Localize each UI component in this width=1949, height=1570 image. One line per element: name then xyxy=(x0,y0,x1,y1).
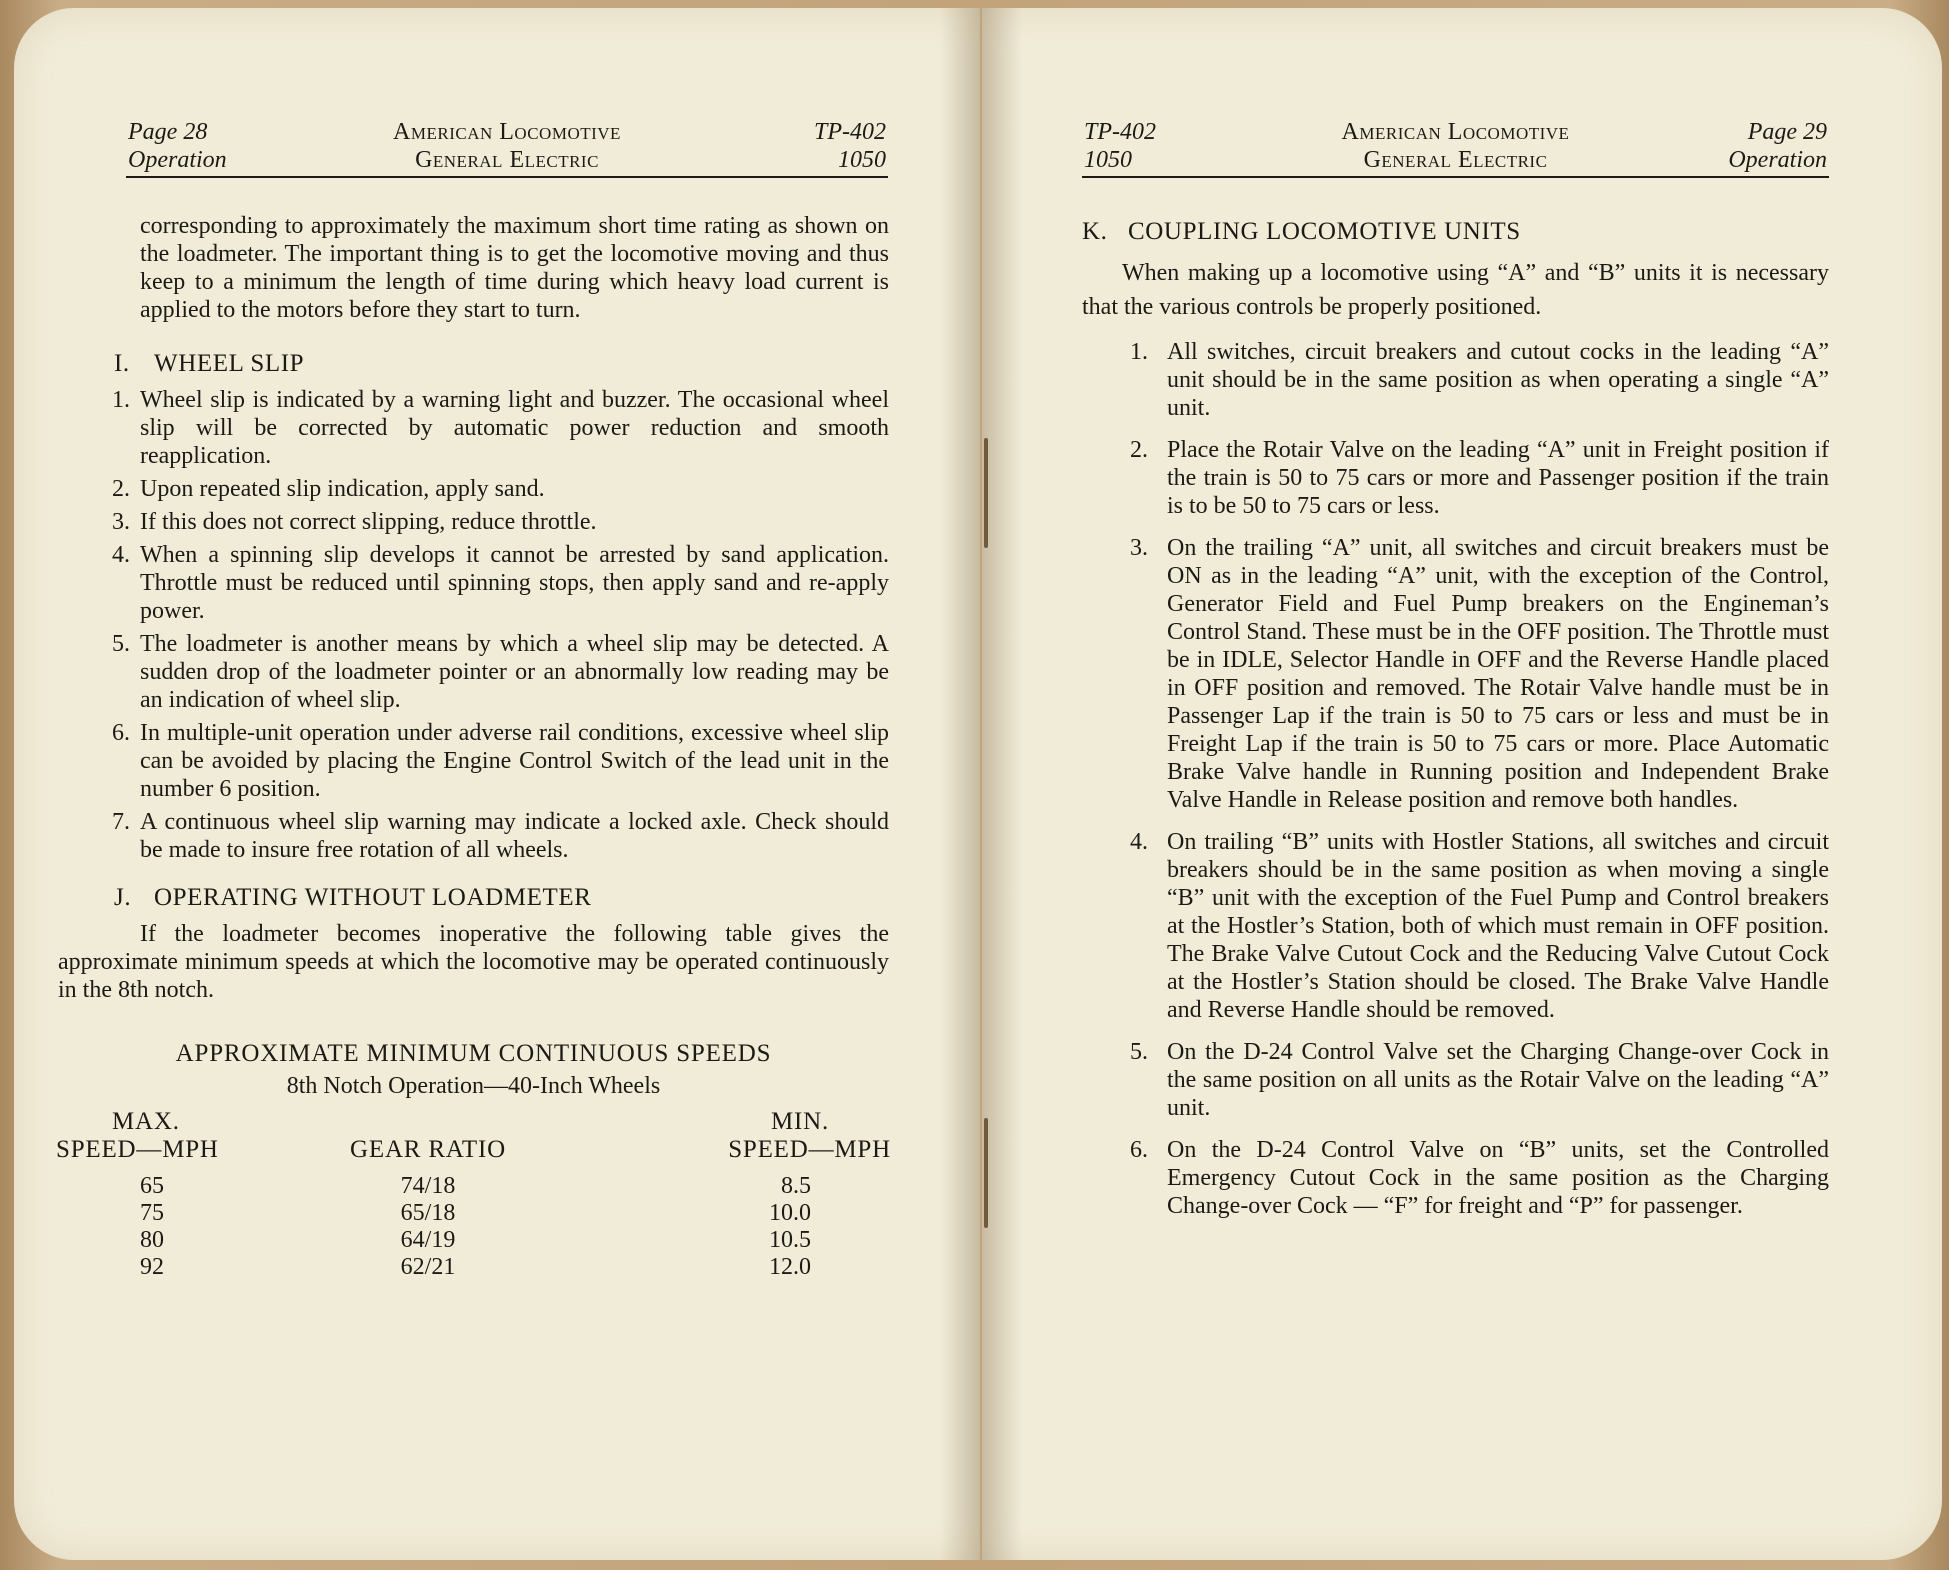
list-item: 5. On the D-24 Control Valve set the Charging Change-over Cock in the same position on all units as the Rotair Valve on the leading “A” unit. xyxy=(1130,1039,1829,1121)
section-k-heading xyxy=(1082,218,1829,246)
right-page-gutter-shadow xyxy=(982,8,1022,1560)
right-header-center xyxy=(1082,118,1829,174)
table-cell: 62/21 xyxy=(400,1254,456,1280)
right-doc-rev: 1050 xyxy=(1084,147,1132,173)
right-publisher-line2: General Electric xyxy=(1363,147,1548,173)
right-page-header xyxy=(1082,110,1829,178)
list-item: 4. On trailing “B” units with Hostler Stations, all switches and circuit breakers should be in the same position as when moving a single “B” unit with the exception of the Fuel Pump and Control breakers at the Hostler’s Station, both of which must remain in OFF position. The Brake Valve Cutout Cock and the Reducing Valve Cutout Cock at the Hostler’s Station should be closed. The Brake Valve Handle and Reverse Handle should be removed. xyxy=(1130,829,1829,1023)
list-item: 4. When a spinning slip develops it cannot be arrested by sand application. Throttle must be reduced until spinning stops, then apply sand and re-apply power. xyxy=(112,542,889,624)
table-cell: 80 xyxy=(140,1227,164,1253)
list-item: 7. A continuous wheel slip warning may indicate a locked axle. Check should be made to insure free rotation of all wheels. xyxy=(112,809,889,863)
left-page xyxy=(14,8,980,1560)
right-header-right xyxy=(1728,118,1827,174)
section-j-letter: J. xyxy=(114,884,132,911)
section-k-title: COUPLING LOCOMOTIVE UNITS xyxy=(1128,218,1521,245)
list-item: 6. On the D-24 Control Valve on “B” units, set the Controlled Emergency Cutout Cock in the same position as the Charging Change-over Cock — “F” for freight and “P” for passenger. xyxy=(1130,1137,1829,1219)
list-item: 5. The loadmeter is another means by which a wheel slip may be detected. A sudden drop of the loadmeter pointer or an abnormally low reading may be an indication of wheel slip. xyxy=(112,631,889,713)
table-cell: 75 xyxy=(140,1200,164,1226)
section-i-letter: I. xyxy=(114,350,130,377)
table-cell: 10.0 xyxy=(769,1200,811,1226)
speed-table xyxy=(58,1108,889,1286)
table-cell: 92 xyxy=(140,1254,164,1280)
section-i-heading xyxy=(114,350,889,378)
list-item: 3. On the trailing “A” unit, all switches and circuit breakers must be ON as in the leading “A” unit, with the exception of the Control, Generator Field and Fuel Pump breakers on the Engineman’s Control Stand. These must be in the OFF position. The Throttle must be in IDLE, Selector Handle in OFF and the Reverse Handle placed in OFF position and removed. The Rotair Valve handle must be in Passenger Lap if the train is 50 to 75 cars or less and must be in Freight Lap if the train is 50 to 75 cars or more. Place Automatic Brake Valve handle in Running position and Independent Brake Valve Handle in Release position and remove both handles. xyxy=(1130,535,1829,813)
speed-table-subtitle: 8th Notch Operation—40-Inch Wheels xyxy=(286,1073,661,1099)
table-cell: 10.5 xyxy=(769,1227,811,1253)
min-speed-cells xyxy=(681,1172,891,1280)
intro-paragraph: corresponding to approximately the maximum short time rating as shown on the loadmeter. The important thing is to get the locomotive moving and thus keep to a minimum the length of time during which heavy load current is applied to the motors before they start to turn. xyxy=(140,213,889,323)
left-publisher-line2: General Electric xyxy=(415,147,599,173)
left-page-number: Page 28 xyxy=(128,119,208,145)
wheel-slip-list xyxy=(58,386,889,864)
list-item: 1. Wheel slip is indicated by a warning light and buzzer. The occasional wheel slip will be corrected by automatic power reduction and smooth reapplication. xyxy=(112,387,889,469)
list-item: 3. If this does not correct slipping, reduce throttle. xyxy=(112,509,597,535)
left-page-header xyxy=(126,110,888,178)
left-doc-rev: 1050 xyxy=(838,147,886,173)
table-cell: 65/18 xyxy=(400,1200,456,1226)
section-i-title: WHEEL SLIP xyxy=(154,350,305,377)
right-section-label: Operation xyxy=(1728,147,1827,173)
section-j-heading xyxy=(114,884,889,912)
min-speed-column xyxy=(681,1108,891,1280)
right-doc-id: TP-402 xyxy=(1084,119,1156,145)
binding-thread-lower xyxy=(984,1118,988,1228)
speed-table-block xyxy=(58,1040,889,1286)
right-page-number: Page 29 xyxy=(1747,119,1827,145)
right-publisher-line1: American Locomotive xyxy=(1341,119,1570,145)
left-section-label: Operation xyxy=(128,147,227,173)
left-header-right xyxy=(814,118,886,174)
list-item: 2. Upon repeated slip indication, apply sand. xyxy=(112,476,545,502)
max-speed-header: MAX. SPEED—MPH xyxy=(56,1108,219,1163)
gear-ratio-cells xyxy=(328,1172,528,1280)
right-page-body xyxy=(1082,218,1829,1234)
table-cell: 64/19 xyxy=(400,1227,456,1253)
binding-thread-upper xyxy=(984,438,988,548)
table-cell: 8.5 xyxy=(781,1173,811,1199)
speed-table-title: APPROXIMATE MINIMUM CONTINUOUS SPEEDS xyxy=(175,1040,772,1067)
left-page-body xyxy=(56,212,891,1286)
table-cell: 74/18 xyxy=(400,1173,456,1199)
max-speed-column xyxy=(56,1108,266,1280)
right-page xyxy=(982,8,1942,1560)
coupling-list xyxy=(1082,338,1829,1220)
left-page-gutter-shadow xyxy=(940,8,980,1560)
list-item: 1. All switches, circuit breakers and cutout cocks in the leading “A” unit should be in the same position as when operating a single “A” unit. xyxy=(1130,339,1829,421)
gear-ratio-header: GEAR RATIO xyxy=(350,1136,506,1163)
section-j-title: OPERATING WITHOUT LOADMETER xyxy=(154,884,592,911)
left-publisher-line1: American Locomotive xyxy=(393,119,621,145)
list-item: 6. In multiple-unit operation under adverse rail conditions, excessive wheel slip can be avoided by placing the Engine Control Switch of the lead unit in the number 6 position. xyxy=(112,720,889,802)
gear-ratio-column xyxy=(328,1108,528,1280)
section-k-paragraph: When making up a locomotive using “A” and “B” units it is necessary that the various controls be properly positioned. xyxy=(1082,260,1829,320)
min-speed-header: MIN. SPEED—MPH xyxy=(728,1108,891,1163)
table-cell: 12.0 xyxy=(769,1254,811,1280)
left-doc-id: TP-402 xyxy=(814,119,886,145)
table-cell: 65 xyxy=(140,1173,164,1199)
section-j-paragraph: If the loadmeter becomes inoperative the following table gives the approximate minimum speeds at which the locomotive may be operated continuously in the 8th notch. xyxy=(58,921,889,1003)
list-item: 2. Place the Rotair Valve on the leading “A” unit in Freight position if the train is 50 to 75 cars or more and Passenger position if the train is to be 50 to 75 cars or less. xyxy=(1130,437,1829,519)
max-speed-cells xyxy=(56,1172,266,1280)
left-header-center xyxy=(126,118,888,174)
section-k-letter: K. xyxy=(1082,218,1108,245)
